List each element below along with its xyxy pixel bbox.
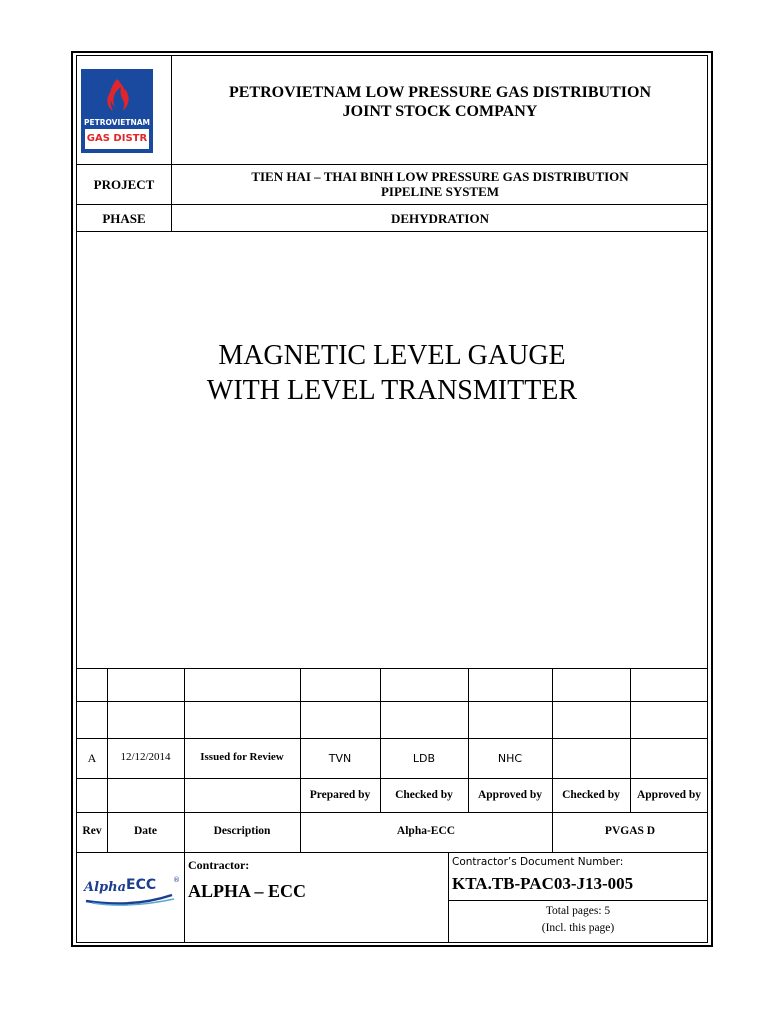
rev-table-line-5 <box>77 852 707 853</box>
svg-text:®: ® <box>173 876 180 884</box>
column-header-pvgas: PVGAS D <box>604 825 656 837</box>
doc-number-label: Contractor’s Document Number: <box>452 856 624 868</box>
column-header-rev: Rev <box>82 825 102 837</box>
role-header-approved: Approved by <box>477 789 542 801</box>
company-name-line1: PETROVIETNAM LOW PRESSURE GAS DISTRIBUTION <box>228 84 651 101</box>
description-cell: Issued for Review <box>200 751 284 763</box>
footer-divider-3 <box>448 900 708 901</box>
role-header-checked: Checked by <box>395 789 453 801</box>
total-pages: Total pages: 5 <box>545 905 611 917</box>
header-divider-2 <box>77 204 707 205</box>
date-cell: 12/12/2014 <box>120 751 171 763</box>
role-header-checked-pvgas: Checked by <box>562 789 620 801</box>
checked-by-cell: LDB <box>412 752 436 765</box>
contractor-label: Contractor: <box>188 858 250 872</box>
header-divider-3 <box>77 231 707 232</box>
prepared-by-cell: TVN <box>328 752 352 765</box>
logo-text-bottom: GAS DISTR <box>86 133 148 144</box>
project-value-line2: PIPELINE SYSTEM <box>380 184 500 199</box>
alpha-ecc-logo-icon <box>82 875 182 907</box>
svg-text:ECC: ECC <box>126 877 157 893</box>
phase-value: DEHYDRATION <box>391 211 489 226</box>
header-divider-1 <box>77 164 707 165</box>
rev-table-line-1 <box>77 701 707 702</box>
company-name-line2: JOINT STOCK COMPANY <box>342 103 538 120</box>
role-header-approved-pvgas: Approved by <box>636 789 701 801</box>
column-header-date: Date <box>134 825 157 837</box>
phase-label: PHASE <box>102 211 146 226</box>
flame-logo-icon <box>81 69 153 153</box>
header-divider-vertical <box>171 56 172 232</box>
role-header-prepared: Prepared by <box>309 789 371 801</box>
document-title-line2: WITH LEVEL TRANSMITTER <box>206 375 578 406</box>
approved-by-cell: NHC <box>497 752 523 765</box>
rev-table-line-4 <box>77 812 707 813</box>
rev-table-line-3 <box>77 778 707 779</box>
logo-text-top: PETROVIETNAM <box>83 118 151 127</box>
svg-text:Alpha: Alpha <box>84 880 126 895</box>
footer-divider-1 <box>184 852 185 942</box>
rev-table-line-0 <box>77 668 707 669</box>
project-value-line1: TIEN HAI – THAI BINH LOW PRESSURE GAS DISTRIBUTION <box>251 169 629 184</box>
contractor-name: ALPHA – ECC <box>188 881 307 901</box>
rev-cell: A <box>87 751 97 765</box>
project-label: PROJECT <box>93 177 155 192</box>
incl-this-page: (Incl. this page) <box>541 922 615 934</box>
document-title-line1: MAGNETIC LEVEL GAUGE <box>218 340 566 371</box>
rev-table-line-2 <box>77 738 707 739</box>
column-header-alpha-ecc: Alpha-ECC <box>396 825 456 837</box>
column-header-description: Description <box>213 825 271 837</box>
doc-number: KTA.TB-PAC03-J13-005 <box>452 874 634 893</box>
